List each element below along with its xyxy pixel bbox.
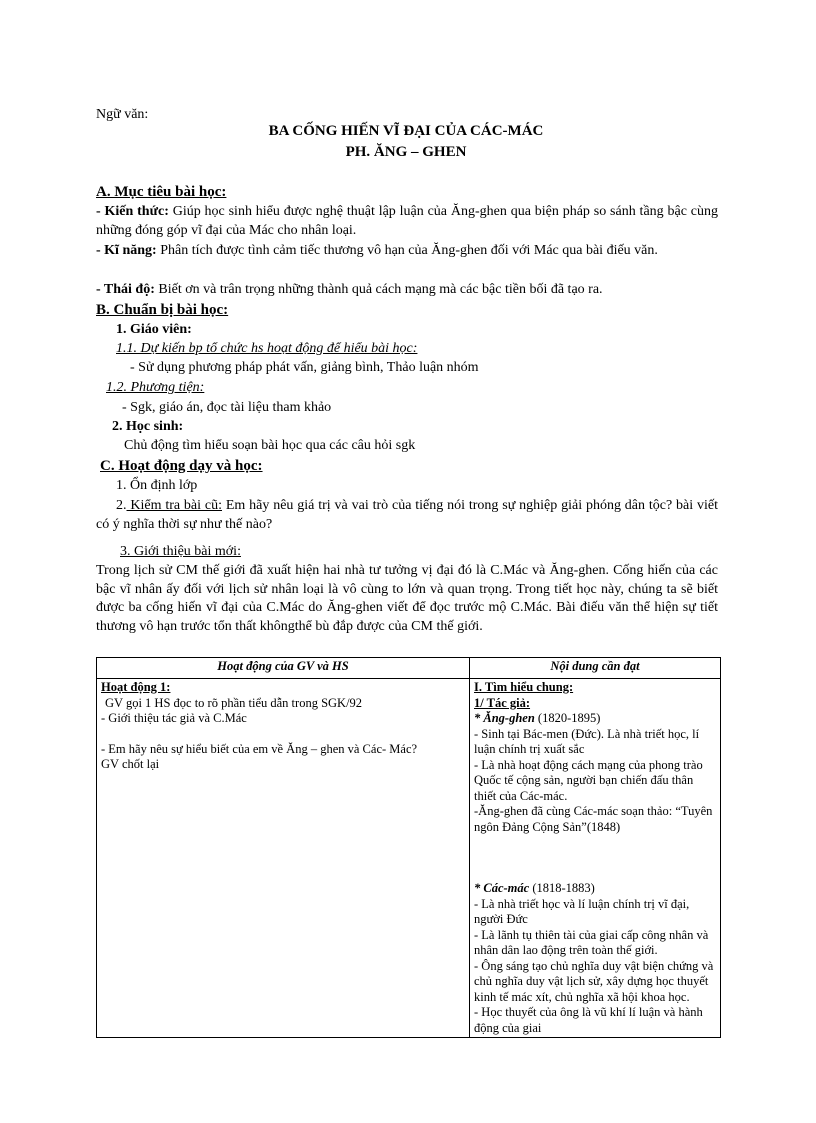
subject-label: Ngữ văn: <box>96 107 149 122</box>
step2-paragraph <box>96 497 718 534</box>
marx-title <box>474 881 716 897</box>
skill-paragraph <box>96 242 718 261</box>
student-heading: 2. Học sinh: <box>112 419 184 434</box>
attitude-paragraph <box>96 281 718 300</box>
knowledge-label: - Kiến thức: <box>96 204 169 219</box>
activity-table <box>96 657 721 1038</box>
skill-text: Phân tích được tình cảm tiếc thương vô hạn của Ăng-ghen đối với Mác qua bài điếu văn. <box>156 243 658 258</box>
step2-text: Em hãy nêu giá trị và vai trò của tiếng nói trong sự nghiệp giải phóng dân tộc? bài viết có ý nghĩa thời sự như thế nào? <box>96 498 719 532</box>
knowledge-paragraph <box>96 203 718 240</box>
content-cell <box>470 679 721 1038</box>
intro-paragraph: Trong lịch sử CM thế giới đã xuất hiện hai nhà tư tưởng vị đại đó là C.Mác và Ăng-ghen. Cống hiến của các bậc vĩ nhân ấy đối với lịch sử nhân loại là vô cùng to lớn và quan trọng. Trong tiết học này, chúng ta sẽ biết được ba cống hiến vĩ đại của C.Mác do Ăng-ghen viết để đọc trước mộ C.Mác. Bài điếu văn thể hiện sự tiết thương vô hạn trước tổn thất khôngthể bù đắp được của CM thế giới. <box>96 563 718 634</box>
sub2-heading: 1.2. Phương tiện: <box>106 380 205 395</box>
engels-line-2: - Là nhà hoạt động cách mạng của phong trào Quốc tế cộng sản, người bạn chiến đấu thân thiết của Các-mác. <box>474 757 703 803</box>
engels-name: * Ăng-ghen <box>474 711 535 725</box>
skill-label: - Kĩ năng: <box>96 243 157 258</box>
page-title: BA CỐNG HIẾN VĨ ĐẠI CỦA CÁC-MÁC <box>268 123 544 139</box>
engels-line-1: - Sinh tại Bác-men (Đức). Là nhà triết học, lí luận chính trị xuất sắc <box>474 726 700 756</box>
engels-title <box>474 711 716 727</box>
student-item: Chủ động tìm hiểu soạn bài học qua các câu hỏi sgk <box>124 438 416 453</box>
marx-line-2: - Là lãnh tụ thiên tài của giai cấp công nhân và nhân dân lao động trên toàn thế giới. <box>474 927 709 957</box>
teacher-heading: 1. Giáo viên: <box>116 322 192 337</box>
section-a-heading: A. Mục tiêu bài học: <box>96 184 227 200</box>
marx-line-4: - Học thuyết của ông là vũ khí lí luận và hành động của giai <box>474 1005 703 1035</box>
column-header-activities: Hoạt động của GV và HS <box>97 658 470 679</box>
activity-line-3: - Em hãy nêu sự hiểu biết của em về Ăng – ghen và Các- Mác? <box>101 741 418 756</box>
knowledge-text: Giúp học sinh hiểu được nghệ thuật lập luận của Ăng-ghen qua biện pháp so sánh tầng bậc cùng những đóng góp vĩ đại của Mác cho nhân loại. <box>96 204 718 238</box>
activity-heading: Hoạt động 1: <box>101 680 171 694</box>
content-subheading: 1/ Tác giả: <box>474 695 531 710</box>
marx-line-3: - Ông sáng tạo chủ nghĩa duy vật biện chứng và chủ nghĩa duy vật lịch sử, xây dựng học thuyết kinh tế mác xít, chủ nghĩa xã hội khoa học. <box>474 958 714 1004</box>
engels-years: (1820-1895) <box>534 711 601 725</box>
step2-number: 2. <box>116 498 127 513</box>
step3: 3. Giới thiệu bài mới: <box>120 544 241 559</box>
page-author: PH. ĂNG – GHEN <box>345 144 467 160</box>
activities-cell <box>97 679 470 1038</box>
activity-line-2: - Giới thiệu tác giả và C.Mác <box>101 711 247 725</box>
marx-line-1: - Là nhà triết học và lí luận chính trị vĩ đại, người Đức <box>474 896 690 926</box>
attitude-label: - Thái độ: <box>96 282 155 297</box>
section-b-heading: B. Chuẩn bị bài học: <box>96 302 229 318</box>
section-c-heading: C. Hoạt động dạy và học: <box>100 458 263 474</box>
sub1-heading: 1.1. Dự kiến bp tổ chức hs hoạt động để hiểu bài học: <box>116 341 418 356</box>
marx-years: (1818-1883) <box>529 881 595 895</box>
attitude-text: Biết ơn và trân trọng những thành quả cách mạng mà các bậc tiền bối đã tạo ra. <box>154 282 603 297</box>
marx-name: * Các-mác <box>474 881 530 895</box>
table-header-row <box>97 658 721 679</box>
step1: 1. Ổn định lớp <box>116 478 198 493</box>
sub1-item: - Sử dụng phương pháp phát vấn, giảng bình, Thảo luận nhóm <box>130 360 479 375</box>
engels-line-3: -Ăng-ghen đã cùng Các-mác soạn thảo: “Tuyên ngôn Đảng Cộng Sản”(1848) <box>474 804 713 834</box>
activity-line-4: GV chốt lại <box>101 757 160 771</box>
table-row <box>97 679 721 1038</box>
step2-label: Kiểm tra bài cũ: <box>126 498 222 513</box>
sub2-item: - Sgk, giáo án, đọc tài liệu tham khảo <box>122 400 332 415</box>
content-heading: I. Tìm hiểu chung: <box>474 680 574 694</box>
activity-line-1: GV gọi 1 HS đọc to rõ phần tiểu dẫn trong SGK/92 <box>105 695 363 710</box>
column-header-content: Nội dung cần đạt <box>470 658 721 679</box>
